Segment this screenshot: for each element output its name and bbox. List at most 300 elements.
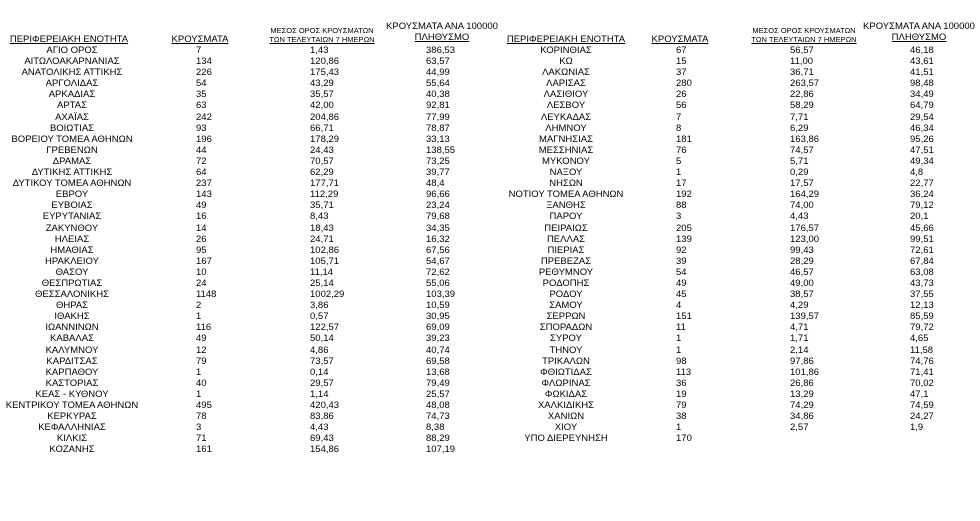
cases-cell: 1 xyxy=(676,167,682,179)
cases-cell: 49 xyxy=(196,333,207,345)
avg-cell: 17,57 xyxy=(790,178,814,190)
per100k-cell: 95,26 xyxy=(910,133,934,145)
region-cell: ΙΩΑΝΝΙΝΩΝ xyxy=(45,322,99,334)
per100k-cell: 55,06 xyxy=(426,277,450,289)
per100k-cell: 88,29 xyxy=(426,433,450,445)
right-avg-column xyxy=(790,45,840,444)
cases-cell: 1 xyxy=(676,344,682,356)
per100k-cell: 78,87 xyxy=(426,122,450,134)
region-cell: ΛΕΣΒΟΥ xyxy=(546,100,586,112)
per100k-cell: 41,51 xyxy=(910,67,934,79)
cases-cell: 113 xyxy=(676,366,692,378)
cases-cell: 37 xyxy=(676,67,687,79)
avg-cell: 176,57 xyxy=(790,222,820,234)
cases-cell: 79 xyxy=(676,400,687,411)
region-cell: ΠΙΕΡΙΑΣ xyxy=(547,244,585,256)
region-cell: ΒΟΡΕΙΟΥ ΤΟΜΕΑ ΑΘΗΝΩΝ xyxy=(11,133,133,145)
avg-cell: 26,86 xyxy=(790,377,814,389)
per100k-cell: 40,74 xyxy=(426,344,450,356)
region-cell: ΕΥΒΟΙΑΣ xyxy=(51,200,93,212)
per100k-cell: 43,73 xyxy=(910,277,934,289)
avg-cell: 24,71 xyxy=(310,233,334,245)
cases-cell: 5 xyxy=(676,155,682,167)
avg-cell: 1,71 xyxy=(790,333,809,345)
avg-cell: 24,43 xyxy=(310,144,334,156)
avg-cell: 263,57 xyxy=(790,78,820,90)
per100k-cell: 92,81 xyxy=(426,100,450,112)
cases-cell: 56 xyxy=(676,100,687,112)
per100k-cell: 39,77 xyxy=(426,167,450,179)
avg-cell: 154,86 xyxy=(310,444,340,456)
per100k-cell: 23,24 xyxy=(426,200,450,212)
per100k-cell: 49,34 xyxy=(910,155,934,167)
region-cell: ΛΑΣΙΘΙΟΥ xyxy=(543,89,589,101)
per100k-cell: 4,8 xyxy=(910,167,924,179)
region-cell: ΚΕΝΤΡΙΚΟΥ ΤΟΜΕΑ ΑΘΗΝΩΝ xyxy=(5,400,139,411)
region-cell: ΑΡΤΑΣ xyxy=(57,100,87,112)
avg-cell: 46,57 xyxy=(790,266,814,278)
header-cases-left: ΚΡΟΥΣΜΑΤΑ xyxy=(171,34,229,45)
cases-cell: 242 xyxy=(196,111,212,123)
per100k-cell: 30,95 xyxy=(426,311,450,323)
per100k-cell: 46,18 xyxy=(910,45,934,56)
avg-cell: 35,57 xyxy=(310,89,334,101)
avg-cell: 1,14 xyxy=(310,388,329,400)
avg-cell: 29,57 xyxy=(310,377,334,389)
per100k-cell: 99,51 xyxy=(910,233,934,245)
per100k-cell: 63,57 xyxy=(426,56,450,68)
avg-cell: 6,29 xyxy=(790,122,809,134)
left-avg-column xyxy=(310,45,360,455)
avg-cell: 7,71 xyxy=(790,111,809,123)
region-cell: ΛΕΥΚΑΔΑΣ xyxy=(540,111,592,123)
right-per100k-column xyxy=(910,45,960,444)
region-cell: ΓΡΕΒΕΝΩΝ xyxy=(46,144,98,156)
region-cell: ΖΑΚΥΝΘΟΥ xyxy=(45,222,99,234)
cases-cell: 10 xyxy=(196,266,207,278)
cases-cell: 139 xyxy=(676,233,692,245)
region-cell: ΘΕΣΠΡΩΤΙΑΣ xyxy=(41,277,103,289)
avg-cell: 36,71 xyxy=(790,67,814,79)
per100k-cell: 1,9 xyxy=(910,422,924,434)
cases-cell: 8 xyxy=(676,122,682,134)
avg-cell: 164,29 xyxy=(790,189,820,201)
region-cell: ΠΡΕΒΕΖΑΣ xyxy=(540,255,592,267)
region-cell: ΠΑΡΟΥ xyxy=(549,211,583,223)
cases-cell: 4 xyxy=(676,300,682,312)
avg-cell: 120,86 xyxy=(310,56,340,68)
per100k-cell: 48,4 xyxy=(426,178,445,190)
per100k-cell: 13,68 xyxy=(426,366,450,378)
avg-cell: 178,29 xyxy=(310,133,340,145)
avg-cell: 112,29 xyxy=(310,189,339,201)
per100k-cell: 74,59 xyxy=(910,400,934,411)
avg-cell: 58,29 xyxy=(790,100,814,112)
region-cell: ΣΠΟΡΑΔΩΝ xyxy=(539,322,593,334)
region-cell: ΔΥΤΙΚΟΥ ΤΟΜΕΑ ΑΘΗΝΩΝ xyxy=(12,178,132,190)
region-cell: ΛΑΚΩΝΙΑΣ xyxy=(542,67,590,79)
per100k-cell: 73,25 xyxy=(426,155,450,167)
avg-cell: 4,86 xyxy=(310,344,329,356)
region-cell: ΚΕΑΣ - ΚΥΘΝΟΥ xyxy=(35,388,109,400)
header-region-right: ΠΕΡΙΦΕΡΕΙΑΚΗ ΕΝΟΤΗΤΑ xyxy=(506,34,626,45)
region-cell: ΘΗΡΑΣ xyxy=(55,300,89,312)
region-cell: ΝΗΣΩΝ xyxy=(549,178,583,190)
region-cell: ΚΟΖΑΝΗΣ xyxy=(49,444,95,456)
cases-cell: 39 xyxy=(676,255,687,267)
per100k-cell: 69,09 xyxy=(426,322,450,334)
left-region-column xyxy=(2,45,142,455)
avg-cell: 2,14 xyxy=(790,344,809,356)
region-cell: ΝΑΞΟΥ xyxy=(549,167,583,179)
cases-cell: 134 xyxy=(196,56,212,68)
avg-cell: 102,86 xyxy=(310,244,340,256)
avg-cell: 35,71 xyxy=(310,200,334,212)
avg-cell: 105,71 xyxy=(310,255,340,267)
cases-cell: 67 xyxy=(676,45,687,56)
cases-cell: 40 xyxy=(196,377,207,389)
avg-cell: 43,29 xyxy=(310,78,334,90)
cases-cell: 63 xyxy=(196,100,207,112)
per100k-cell: 43,61 xyxy=(910,56,934,68)
avg-cell: 4,43 xyxy=(790,211,809,223)
per100k-cell: 98,48 xyxy=(910,78,934,90)
per100k-cell: 77,99 xyxy=(426,111,450,123)
cases-cell: 192 xyxy=(676,189,692,201)
per100k-cell: 47,1 xyxy=(910,388,929,400)
per100k-cell: 70,02 xyxy=(910,377,934,389)
right-region-column xyxy=(498,45,634,444)
per100k-cell: 22,77 xyxy=(910,178,934,190)
per100k-cell: 20,1 xyxy=(910,211,929,223)
region-cell: ΚΑΡΠΑΘΟΥ xyxy=(45,366,99,378)
cases-cell: 76 xyxy=(676,144,687,156)
avg-cell: 2,57 xyxy=(790,422,809,434)
cases-cell: 93 xyxy=(196,122,207,134)
cases-cell: 35 xyxy=(196,89,207,101)
left-cases-column xyxy=(196,45,236,455)
region-cell: ΜΥΚΟΝΟΥ xyxy=(542,155,590,167)
region-cell: ΑΙΤΩΛΟΑΚΑΡΝΑΝΙΑΣ xyxy=(24,56,120,68)
per100k-cell: 67,56 xyxy=(426,244,450,256)
per100k-cell: 4,65 xyxy=(910,333,929,345)
region-cell: ΘΕΣΣΑΛΟΝΙΚΗΣ xyxy=(35,289,109,301)
per100k-cell: 74,73 xyxy=(426,411,450,423)
avg-cell: 4,71 xyxy=(790,322,809,334)
region-cell: ΡΟΔΟΥ xyxy=(549,289,583,301)
region-cell: ΚΟΡΙΝΘΙΑΣ xyxy=(540,45,592,56)
per100k-cell: 12,13 xyxy=(910,300,934,312)
region-cell: ΕΒΡΟΥ xyxy=(55,189,89,201)
per100k-cell: 63,08 xyxy=(910,266,934,278)
cases-cell: 45 xyxy=(676,289,687,301)
region-cell: ΘΑΣΟΥ xyxy=(55,266,89,278)
region-cell: ΔΡΑΜΑΣ xyxy=(52,155,92,167)
avg-cell: 163,86 xyxy=(790,133,820,145)
cases-cell: 196 xyxy=(196,133,212,145)
avg-cell: 28,29 xyxy=(790,255,814,267)
per100k-cell: 45,66 xyxy=(910,222,934,234)
header-avg-right: ΜΕΣΟΣ ΟΡΟΣ ΚΡΟΥΣΜΑΤΩΝ ΤΩΝ ΤΕΛΕΥΤΑΙΩΝ 7 ΗΜΕΡΩΝ xyxy=(751,26,857,44)
avg-cell: 38,57 xyxy=(790,289,814,301)
cases-cell: 54 xyxy=(196,78,207,90)
region-cell: ΚΑΣΤΟΡΙΑΣ xyxy=(45,377,99,389)
avg-cell: 83,86 xyxy=(310,411,334,423)
per100k-cell: 48,08 xyxy=(426,400,450,411)
cases-cell: 19 xyxy=(676,388,687,400)
per100k-cell: 33,13 xyxy=(426,133,450,145)
avg-cell: 204,86 xyxy=(310,111,340,123)
per100k-cell xyxy=(910,433,960,444)
avg-cell: 177,71 xyxy=(310,178,340,190)
region-cell: ΤΡΙΚΑΛΩΝ xyxy=(542,355,590,367)
region-cell: ΑΧΑΪΑΣ xyxy=(55,111,89,123)
per100k-cell: 72,62 xyxy=(426,266,450,278)
cases-cell: 88 xyxy=(676,200,687,212)
per100k-cell: 44,99 xyxy=(426,67,450,79)
cases-cell: 181 xyxy=(676,133,692,145)
cases-cell: 3 xyxy=(196,422,202,434)
per100k-cell: 34,49 xyxy=(910,89,934,101)
per100k-cell: 34,35 xyxy=(426,222,450,234)
cases-cell: 237 xyxy=(196,178,212,190)
per100k-cell: 79,68 xyxy=(426,211,450,223)
per100k-cell: 386,53 xyxy=(426,45,456,56)
cases-cell: 11 xyxy=(676,322,686,334)
cases-cell: 71 xyxy=(196,433,207,445)
cases-cell: 1 xyxy=(196,388,202,400)
cases-cell: 26 xyxy=(196,233,207,245)
cases-cell: 49 xyxy=(676,277,687,289)
per100k-cell: 16,32 xyxy=(426,233,450,245)
region-cell: ΚΑΒΑΛΑΣ xyxy=(50,333,94,345)
per100k-cell: 79,12 xyxy=(910,200,934,212)
region-cell: ΧΑΝΙΩΝ xyxy=(547,411,585,423)
per100k-cell: 103,39 xyxy=(426,289,456,301)
avg-cell: 56,57 xyxy=(790,45,814,56)
cases-cell: 44 xyxy=(196,144,207,156)
cases-cell: 38 xyxy=(676,411,687,423)
cases-cell: 79 xyxy=(196,355,207,367)
avg-cell: 97,86 xyxy=(790,355,814,367)
per100k-cell: 40,38 xyxy=(426,89,450,101)
per100k-cell: 36,24 xyxy=(910,189,934,201)
per100k-cell: 24,27 xyxy=(910,411,934,423)
region-cell: ΑΓΙΟ ΟΡΟΣ xyxy=(46,45,98,56)
region-cell: ΣΥΡΟΥ xyxy=(550,333,582,345)
cases-cell: 3 xyxy=(676,211,682,223)
avg-cell: 49,00 xyxy=(790,277,814,289)
region-cell: ΧΙΟΥ xyxy=(554,422,578,434)
per100k-cell: 25,57 xyxy=(426,388,450,400)
avg-cell: 74,57 xyxy=(790,144,814,156)
region-cell: ΥΠΟ ΔΙΕΡΕΥΝΗΣΗ xyxy=(524,433,608,445)
region-cell: ΗΛΕΙΑΣ xyxy=(54,233,90,245)
cases-cell: 495 xyxy=(196,400,212,411)
avg-cell: 70,57 xyxy=(310,155,334,167)
avg-cell: 0,57 xyxy=(310,311,329,323)
cases-cell: 95 xyxy=(196,244,207,256)
cases-cell: 161 xyxy=(196,444,212,456)
region-cell: ΡΕΘΥΜΝΟΥ xyxy=(538,266,594,278)
cases-cell: 143 xyxy=(196,189,212,201)
cases-cell: 14 xyxy=(196,222,207,234)
per100k-cell: 85,59 xyxy=(910,311,934,323)
cases-cell: 98 xyxy=(676,355,687,367)
region-cell: ΑΡΚΑΔΙΑΣ xyxy=(48,89,96,101)
cases-cell: 226 xyxy=(196,67,212,79)
cases-cell: 151 xyxy=(676,311,692,323)
avg-cell: 139,57 xyxy=(790,311,820,323)
per100k-cell: 46,34 xyxy=(910,122,934,134)
per100k-cell: 67,84 xyxy=(910,255,934,267)
cases-cell: 170 xyxy=(676,433,692,445)
region-cell: ΚΙΛΚΙΣ xyxy=(56,433,88,445)
avg-cell: 18,43 xyxy=(310,222,334,234)
avg-cell: 34,86 xyxy=(790,411,814,423)
header-per-left: ΚΡΟΥΣΜΑΤΑ ΑΝΑ 100000 ΠΛΗΘΥΣΜΟ xyxy=(386,21,498,43)
per100k-cell: 47,51 xyxy=(910,144,934,156)
per100k-cell: 107,19 xyxy=(426,444,456,456)
per100k-cell: 79,72 xyxy=(910,322,934,334)
avg-cell: 1,43 xyxy=(310,45,329,56)
avg-cell: 99,43 xyxy=(790,244,814,256)
per100k-cell: 54,67 xyxy=(426,255,450,267)
per100k-cell: 8,38 xyxy=(426,422,445,434)
region-cell: ΗΜΑΘΙΑΣ xyxy=(50,244,94,256)
header-per-right: ΚΡΟΥΣΜΑΤΑ ΑΝΑ 100000 ΠΛΗΘΥΣΜΟ xyxy=(863,21,975,43)
header-region-left: ΠΕΡΙΦΕΡΕΙΑΚΗ ΕΝΟΤΗΤΑ xyxy=(9,34,129,45)
cases-cell: 92 xyxy=(676,244,687,256)
avg-cell: 101,86 xyxy=(790,366,820,378)
region-cell: ΙΘΑΚΗΣ xyxy=(54,311,90,323)
avg-cell: 1002,29 xyxy=(310,289,345,301)
avg-cell: 0,14 xyxy=(310,366,329,378)
header-cases-right: ΚΡΟΥΣΜΑΤΑ xyxy=(651,34,709,45)
cases-cell: 17 xyxy=(676,178,687,190)
avg-cell: 62,29 xyxy=(310,167,334,179)
cases-cell: 1148 xyxy=(196,289,217,301)
cases-cell: 167 xyxy=(196,255,212,267)
region-cell: ΦΩΚΙΔΑΣ xyxy=(544,388,588,400)
per100k-cell: 11,58 xyxy=(910,344,934,356)
cases-cell: 116 xyxy=(196,322,212,334)
avg-cell: 11,14 xyxy=(310,266,334,278)
region-cell: ΞΑΝΘΗΣ xyxy=(546,200,586,212)
cases-cell: 2 xyxy=(196,300,202,312)
region-cell: ΛΑΡΙΣΑΣ xyxy=(546,78,586,90)
region-cell: ΚΕΦΑΛΛΗΝΙΑΣ xyxy=(38,422,106,434)
cases-cell: 72 xyxy=(196,155,207,167)
per100k-cell: 138,55 xyxy=(426,144,456,156)
cases-cell: 16 xyxy=(196,211,207,223)
per100k-cell: 71,41 xyxy=(910,366,934,378)
avg-cell: 122,57 xyxy=(310,322,340,334)
avg-cell: 8,43 xyxy=(310,211,329,223)
avg-cell: 74,00 xyxy=(790,200,814,212)
avg-cell: 74,29 xyxy=(790,400,814,411)
region-cell: ΔΥΤΙΚΗΣ ΑΤΤΙΚΗΣ xyxy=(31,167,113,179)
avg-cell: 42,00 xyxy=(310,100,334,112)
cases-cell: 54 xyxy=(676,266,687,278)
region-cell: ΚΑΡΔΙΤΣΑΣ xyxy=(46,355,98,367)
avg-cell: 0,29 xyxy=(790,167,809,179)
cases-cell: 1 xyxy=(676,422,682,434)
cases-cell: 15 xyxy=(676,56,687,68)
avg-cell: 5,71 xyxy=(790,155,809,167)
cases-cell: 24 xyxy=(196,277,207,289)
cases-cell: 78 xyxy=(196,411,207,423)
avg-cell: 69,43 xyxy=(310,433,334,445)
per100k-cell: 69,58 xyxy=(426,355,450,367)
region-cell: ΜΕΣΣΗΝΙΑΣ xyxy=(538,144,594,156)
region-cell: ΤΗΝΟΥ xyxy=(549,344,583,356)
region-cell: ΡΟΔΟΠΗΣ xyxy=(542,277,590,289)
avg-cell: 420,43 xyxy=(310,400,340,411)
per100k-cell: 10,59 xyxy=(426,300,450,312)
region-cell: ΣΑΜΟΥ xyxy=(549,300,583,312)
region-cell: ΦΘΙΩΤΙΔΑΣ xyxy=(540,366,592,378)
region-cell: ΗΡΑΚΛΕΙΟΥ xyxy=(45,255,99,267)
cases-cell: 1 xyxy=(196,311,202,323)
per100k-cell: 74,76 xyxy=(910,355,934,367)
cases-cell: 7 xyxy=(196,45,202,56)
avg-cell: 25,14 xyxy=(310,277,334,289)
right-cases-column xyxy=(676,45,716,444)
region-cell: ΚΕΡΚΥΡΑΣ xyxy=(47,411,97,423)
avg-cell: 4,29 xyxy=(790,300,809,312)
region-cell: ΑΝΑΤΟΛΙΚΗΣ ΑΤΤΙΚΗΣ xyxy=(21,67,123,79)
left-per100k-column xyxy=(426,45,476,455)
avg-cell: 22,86 xyxy=(790,89,814,101)
cases-cell: 64 xyxy=(196,167,207,179)
per100k-cell: 29,54 xyxy=(910,111,934,123)
region-cell: ΚΑΛΥΜΝΟΥ xyxy=(45,344,99,356)
region-cell: ΧΑΛΚΙΔΙΚΗΣ xyxy=(537,400,595,411)
per100k-cell: 79,49 xyxy=(426,377,450,389)
cases-cell: 205 xyxy=(676,222,692,234)
per100k-cell: 64,79 xyxy=(910,100,934,112)
header-avg-left: ΜΕΣΟΣ ΟΡΟΣ ΚΡΟΥΣΜΑΤΩΝ ΤΩΝ ΤΕΛΕΥΤΑΙΩΝ 7 ΗΜΕΡΩΝ xyxy=(269,26,375,44)
region-cell: ΣΕΡΡΩΝ xyxy=(546,311,586,323)
per100k-cell: 96,66 xyxy=(426,189,450,201)
cases-cell: 1 xyxy=(676,333,682,345)
per100k-cell: 72,61 xyxy=(910,244,934,256)
region-cell: ΛΗΜΝΟΥ xyxy=(545,122,587,134)
avg-cell xyxy=(790,433,840,444)
per100k-cell: 55,64 xyxy=(426,78,450,90)
cases-cell: 49 xyxy=(196,200,207,212)
avg-cell: 13,29 xyxy=(790,388,814,400)
region-cell: ΠΕΛΛΑΣ xyxy=(546,233,586,245)
avg-cell: 66,71 xyxy=(310,122,334,134)
avg-cell: 50,14 xyxy=(310,333,334,345)
region-cell: ΑΡΓΟΛΙΔΑΣ xyxy=(45,78,99,90)
cases-cell: 280 xyxy=(676,78,692,90)
avg-cell: 73,57 xyxy=(310,355,334,367)
region-cell: ΝΟΤΙΟΥ ΤΟΜΕΑ ΑΘΗΝΩΝ xyxy=(508,189,624,201)
region-cell: ΠΕΙΡΑΙΩΣ xyxy=(544,222,588,234)
avg-cell: 4,43 xyxy=(310,422,329,434)
cases-cell: 1 xyxy=(196,366,202,378)
region-cell: ΜΑΓΝΗΣΙΑΣ xyxy=(539,133,593,145)
region-cell: ΦΛΩΡΙΝΑΣ xyxy=(541,377,591,389)
per100k-cell: 39,23 xyxy=(426,333,450,345)
per100k-cell: 37,55 xyxy=(910,289,934,301)
region-cell: ΒΟΙΩΤΙΑΣ xyxy=(49,122,95,134)
region-cell: ΕΥΡΥΤΑΝΙΑΣ xyxy=(42,211,102,223)
avg-cell: 123,00 xyxy=(790,233,820,245)
